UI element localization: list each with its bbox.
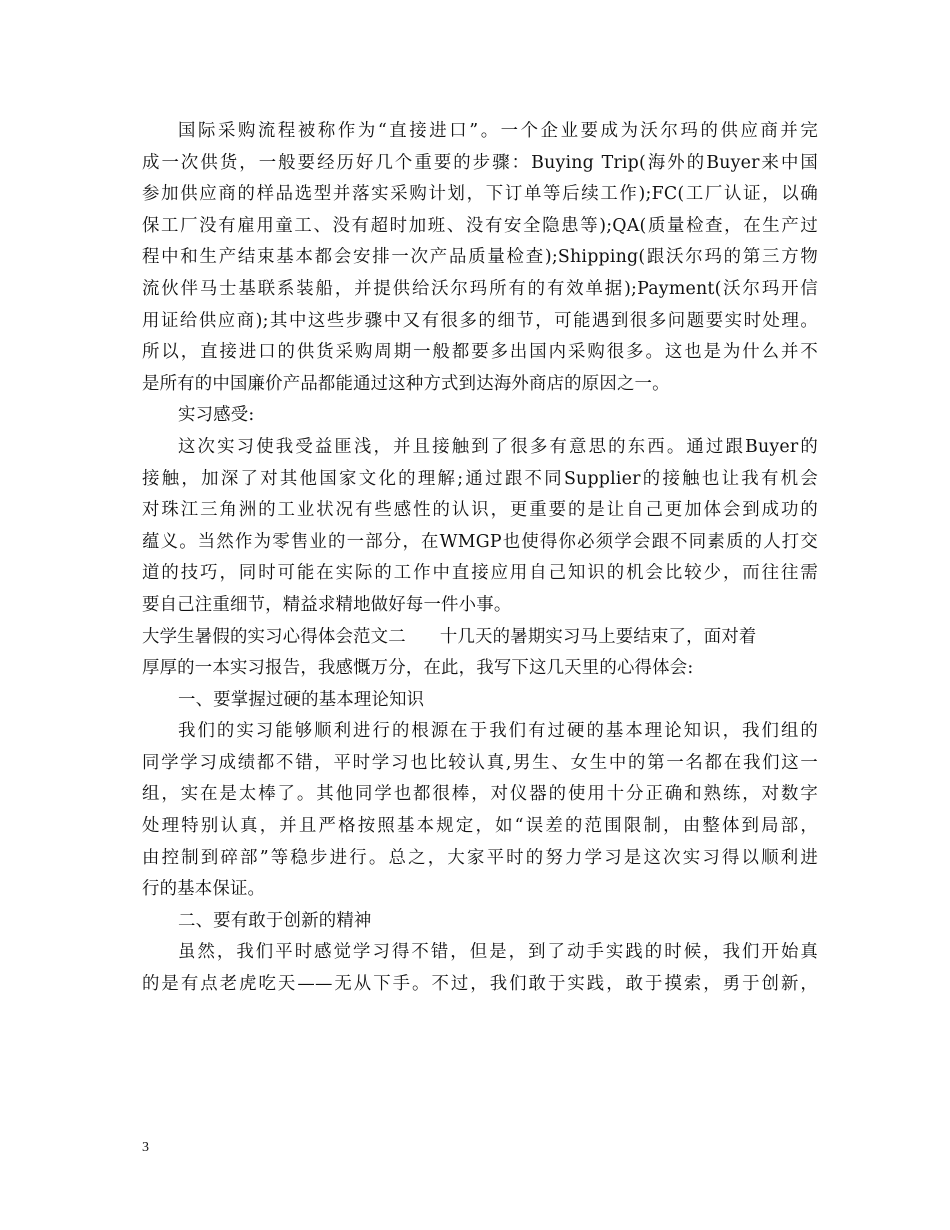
page-number: 3 xyxy=(142,1140,149,1155)
article-title: 大学生暑假的实习心得体会范文二 xyxy=(142,626,406,647)
section-heading: 二、要有敢于创新的精神 xyxy=(178,910,372,931)
paragraph-line: 对珠江三角洲的工业状况有些感性的认识，更重要的是让自己更加体会到成功的 xyxy=(142,500,818,521)
paragraph-line: 接触，加深了对其他国家文化的理解;通过跟不同Supplier的接触也让我有机会 xyxy=(142,468,818,489)
paragraph-line: 国际采购流程被称作为“直接进口”。一个企业要成为沃尔玛的供应商并完 xyxy=(178,121,818,141)
paragraph-line: 我们的实习能够顺利进行的根源在于我们有过硬的基本理论知识，我们组的 xyxy=(178,721,818,742)
paragraph-line: 要自己注重细节，精益求精地做好每一件小事。 xyxy=(142,594,512,615)
section-heading: 实习感受: xyxy=(178,405,255,426)
paragraph-line: 是所有的中国廉价产品都能通过这种方式到达海外商店的原因之一。 xyxy=(142,373,670,394)
paragraph-line: 用证给供应商);其中这些步骤中又有很多的细节，可能遇到很多问题要实时处理。 xyxy=(142,310,818,331)
paragraph-line: 的是有点老虎吃天——无从下手。不过，我们敢于实践，敢于摸索，勇于创新， xyxy=(142,974,818,995)
document-body xyxy=(142,116,818,1001)
paragraph-line: 由控制到碎部”等稳步进行。总之，大家平时的努力学习是这次实习得以顺利进 xyxy=(142,847,818,868)
paragraph-line: 虽然，我们平时感觉学习得不错，但是，到了动手实践的时候，我们开始真 xyxy=(178,942,818,963)
paragraph-line: 程中和生产结束基本都会安排一次产品质量检查);Shipping(跟沃尔玛的第三方物 xyxy=(142,247,818,268)
article-title-line xyxy=(142,622,818,654)
paragraph-line: 处理特别认真，并且严格按照基本规定，如“误差的范围限制，由整体到局部， xyxy=(142,816,818,837)
paragraph-line: 参加供应商的样品选型并落实采购计划，下订单等后续工作);FC(工厂认证，以确 xyxy=(142,184,818,205)
paragraph-line: 这次实习使我受益匪浅，并且接触到了很多有意思的东西。通过跟Buyer的 xyxy=(178,436,818,457)
paragraph-line: 道的技巧，同时可能在实际的工作中直接应用自己知识的机会比较少，而往往需 xyxy=(142,563,818,584)
section-heading: 一、要掌握过硬的基本理论知识 xyxy=(178,689,425,710)
paragraph-start: 十几天的暑期实习马上要结束了，面对着 xyxy=(439,626,757,647)
paragraph-line: 流伙伴马士基联系装船，并提供给沃尔玛所有的有效单据);Payment(沃尔玛开信 xyxy=(142,278,818,299)
paragraph-line: 同学学习成绩都不错，平时学习也比较认真,男生、女生中的第一名都在我们这一 xyxy=(142,752,818,773)
paragraph-line: 组，实在是太棒了。其他同学也都很棒，对仪器的使用十分正确和熟练，对数字 xyxy=(142,784,818,805)
paragraph-line: 行的基本保证。 xyxy=(142,879,266,900)
paragraph-line: 保工厂没有雇用童工、没有超时加班、没有安全隐患等);QA(质量检查，在生产过 xyxy=(142,215,818,236)
paragraph-line: 成一次供货，一般要经历好几个重要的步骤：Buying Trip(海外的Buyer来中国 xyxy=(142,152,818,173)
paragraph-line: 蕴义。当然作为零售业的一部分，在WMGP也使得你必须学会跟不同素质的人打交 xyxy=(142,531,818,552)
paragraph-line: 厚厚的一本实习报告，我感慨万分，在此，我写下这几天里的心得体会: xyxy=(142,658,694,679)
paragraph-line: 所以，直接进口的供货采购周期一般都要多出国内采购很多。这也是为什么并不 xyxy=(142,342,818,363)
